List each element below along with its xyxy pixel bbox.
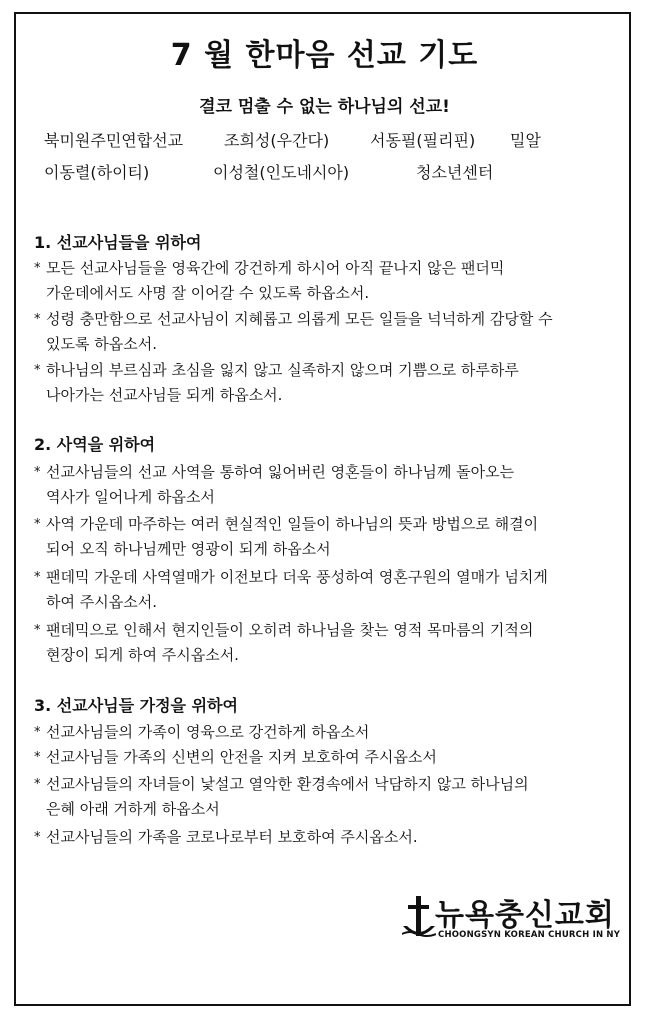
- bullet-star-icon: *: [34, 261, 41, 276]
- page-title: 7 월 한마음 선교 기도: [170, 38, 479, 73]
- prayer-item: [34, 358, 624, 408]
- prayer-line: 선교사님들의 선교 사역을 통하여 잃어버린 영혼들이 하나님께 돌아오는: [46, 463, 515, 481]
- prayer-line: 하여 주시옵소서.: [46, 593, 157, 611]
- church-english-name: CHOONGSYN KOREAN CHURCH IN NY: [438, 930, 621, 940]
- bullet-star-icon: *: [34, 312, 41, 327]
- prayer-line: 가운데에서도 사명 잘 이어갈 수 있도록 하옵소서.: [46, 284, 370, 302]
- prayer-item: [34, 825, 624, 850]
- prayer-line: 선교사님들의 가족이 영육으로 강건하게 하옵소서: [46, 723, 370, 741]
- prayer-item: [34, 565, 624, 615]
- prayer-line: 팬데믹으로 인해서 현지인들이 오히려 하나님을 찾는 영적 목마름의 기적의: [46, 621, 534, 639]
- prayer-line: 현장이 되게 하여 주시옵소서.: [46, 646, 239, 664]
- prayer-line: 하나님의 부르심과 초심을 잃지 않고 실족하지 않으며 기쁨으로 하루하루: [46, 361, 519, 379]
- prayer-item: [34, 745, 624, 770]
- bullet-star-icon: *: [34, 570, 41, 585]
- prayer-line: 모든 선교사님들을 영육간에 강건하게 하시어 아직 끝나지 않은 팬더믹: [46, 259, 505, 277]
- prayer-item: [34, 618, 624, 668]
- prayer-line: 선교사님들의 가족을 코로나로부터 보호하여 주시옵소서.: [46, 828, 418, 846]
- bullet-star-icon: *: [34, 750, 41, 765]
- prayer-line: 사역 가운데 마주하는 여러 현실적인 일들이 하나님의 뜻과 방법으로 해결이: [46, 515, 539, 533]
- prayer-line: 성령 충만함으로 선교사님이 지혜롭고 의롭게 모든 일들을 넉넉하게 감당할 수: [46, 310, 553, 328]
- prayer-item: [34, 512, 624, 562]
- prayer-line: 있도록 하옵소서.: [46, 335, 157, 353]
- prayer-item: [34, 460, 624, 510]
- prayer-line: 선교사님들의 자녀들이 낯설고 열악한 환경속에서 낙담하지 않고 하나님의: [46, 775, 529, 793]
- missionary-name: 밀알: [510, 131, 541, 150]
- page-subtitle: 결코 멈출 수 없는 하나님의 선교!: [199, 97, 450, 117]
- missionary-name: 서동필(필리핀): [370, 131, 476, 150]
- missionary-name: 청소년센터: [416, 163, 494, 182]
- prayer-line: 나아가는 선교사님들 되게 하옵소서.: [46, 386, 283, 404]
- cross-ship-icon: [402, 896, 436, 944]
- church-name: 뉴욕충신교회: [435, 898, 615, 933]
- section-title: 2. 사역을 위하여: [34, 435, 156, 454]
- bullet-star-icon: *: [34, 725, 41, 740]
- missionary-name: 이성철(인도네시아): [213, 163, 350, 182]
- bullet-star-icon: *: [34, 363, 41, 378]
- bullet-star-icon: *: [34, 830, 41, 845]
- prayer-item: [34, 307, 624, 357]
- prayer-line: 역사가 일어나게 하옵소서: [46, 488, 215, 506]
- prayer-line: 팬데믹 가운데 사역열매가 이전보다 더욱 풍성하여 영혼구원의 열매가 넘치게: [46, 568, 548, 586]
- prayer-item: [34, 256, 624, 306]
- section-title: 1. 선교사님들을 위하여: [34, 233, 202, 252]
- bullet-star-icon: *: [34, 465, 41, 480]
- prayer-item: [34, 720, 624, 745]
- missionary-name: 북미원주민연합선교: [44, 131, 184, 150]
- prayer-item: [34, 772, 624, 822]
- missionary-row-1: [0, 128, 649, 152]
- church-logo: [402, 890, 622, 960]
- bullet-star-icon: *: [34, 623, 41, 638]
- section-title: 3. 선교사님들 가정을 위하여: [34, 696, 238, 715]
- bullet-star-icon: *: [34, 777, 41, 792]
- prayer-line: 은혜 아래 거하게 하옵소서: [46, 800, 220, 818]
- prayer-line: 선교사님들 가족의 신변의 안전을 지켜 보호하여 주시옵소서: [46, 748, 437, 766]
- missionary-row-2: [0, 160, 649, 184]
- missionary-name: 조희성(우간다): [224, 131, 330, 150]
- missionary-name: 이동렬(하이티): [44, 163, 150, 182]
- prayer-line: 되어 오직 하나님께만 영광이 되게 하옵소서: [46, 540, 331, 558]
- bullet-star-icon: *: [34, 517, 41, 532]
